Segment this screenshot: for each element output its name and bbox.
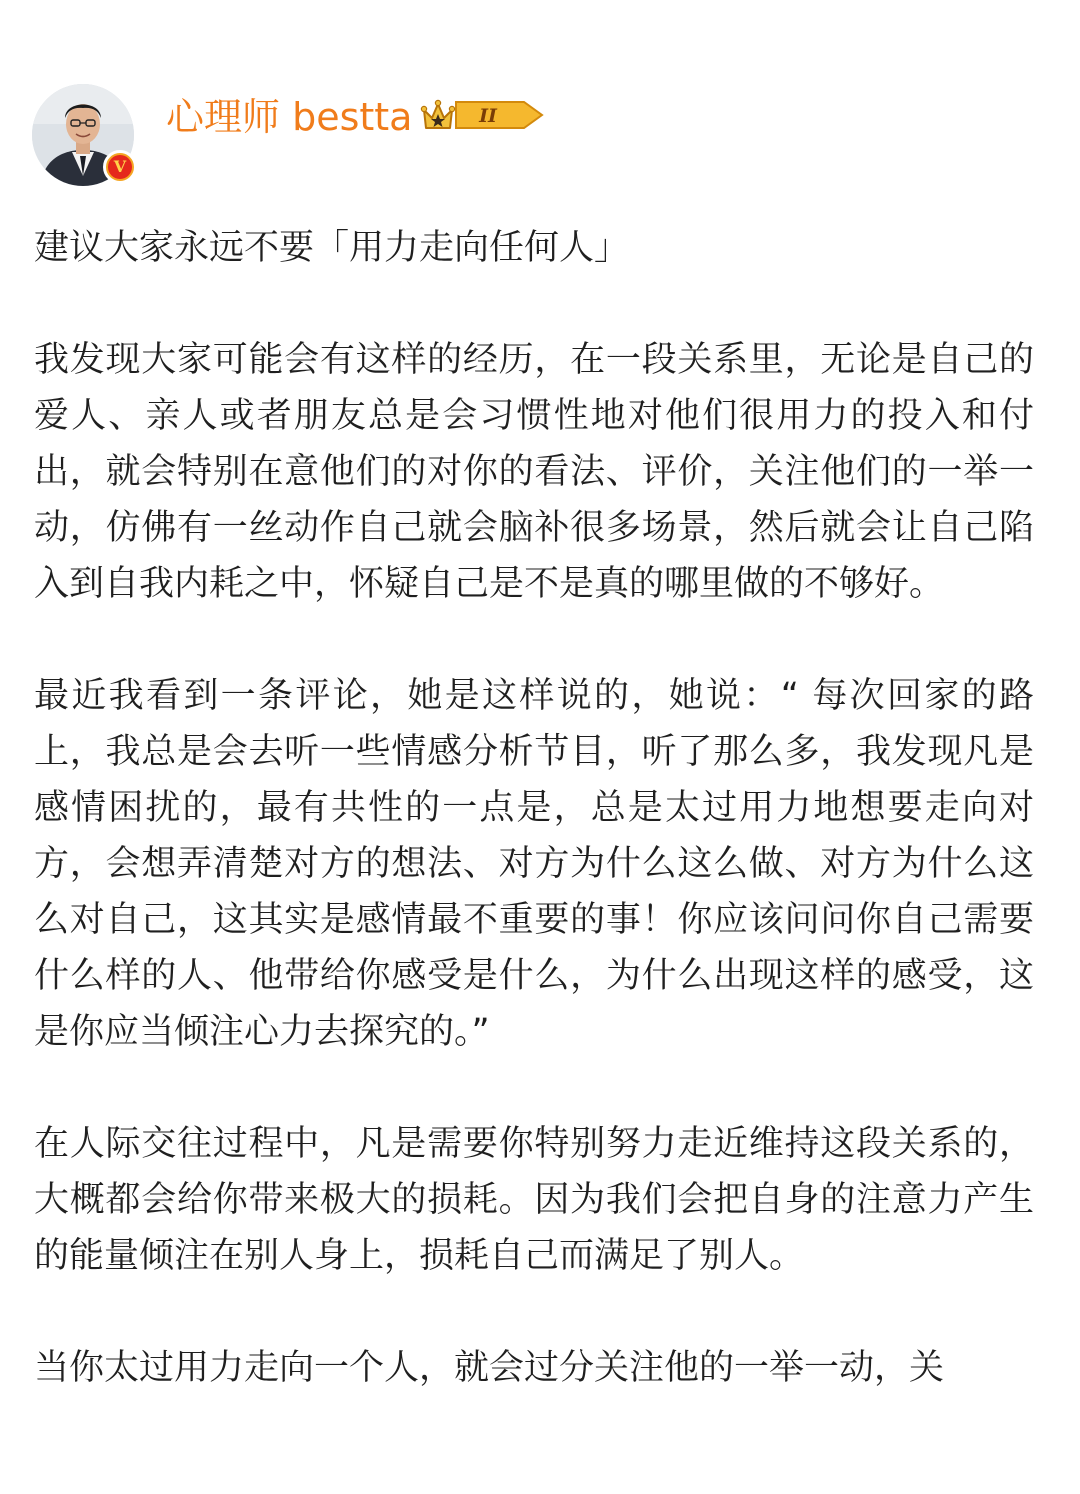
rank-level-text: II: [479, 105, 497, 127]
post-header: [32, 84, 1032, 192]
crown-rank-badge-icon[interactable]: [420, 98, 546, 136]
post-paragraph: 我发现大家可能会有这样的经历，在一段关系里，无论是自己的爱人、亲人或者朋友总是会习惯性地对他们很用力的投入和付出，就会特别在意他们的对你的看法、评价，关注他们的一举一动，仿佛有一丝动作自己就会脑补很多场景，然后就会让自己陷入到自我内耗之中，怀疑自己是不是真的哪里做的不够好。: [34, 340, 1034, 604]
post-paragraph: 在人际交往过程中，凡是需要你特别努力走近维持这段关系的，大概都会给你带来极大的损耗。因为我们会把自身的注意力产生的能量倾注在别人身上，损耗自己而满足了别人。: [34, 1124, 1034, 1276]
post-content: [34, 220, 1034, 1452]
v-verified-icon: V: [108, 155, 132, 179]
verified-badge: [103, 150, 137, 184]
post-paragraph: 最近我看到一条评论，她是这样说的，她说：“ 每次回家的路上，我总是会去听一些情感分析节目，听了那么多，我发现凡是感情困扰的，最有共性的一点是，总是太过用力地想要走向对方，会想弄清楚对方的想法、对方为什么这么做、对方为什么这么对自己，这其实是感情最不重要的事！你应该问问你自己需要什么样的人、他带给你感受是什么，为什么出现这样的感受，这是你应当倾注心力去探究的。”: [34, 676, 1034, 1052]
author-name[interactable]: 心理师 bestta: [166, 95, 413, 139]
crown-icon: [420, 98, 546, 132]
post-title: 建议大家永远不要「用力走向任何人」: [34, 228, 630, 268]
post-paragraph: 当你太过用力走向一个人，就会过分关注他的一举一动，关: [34, 1348, 945, 1388]
